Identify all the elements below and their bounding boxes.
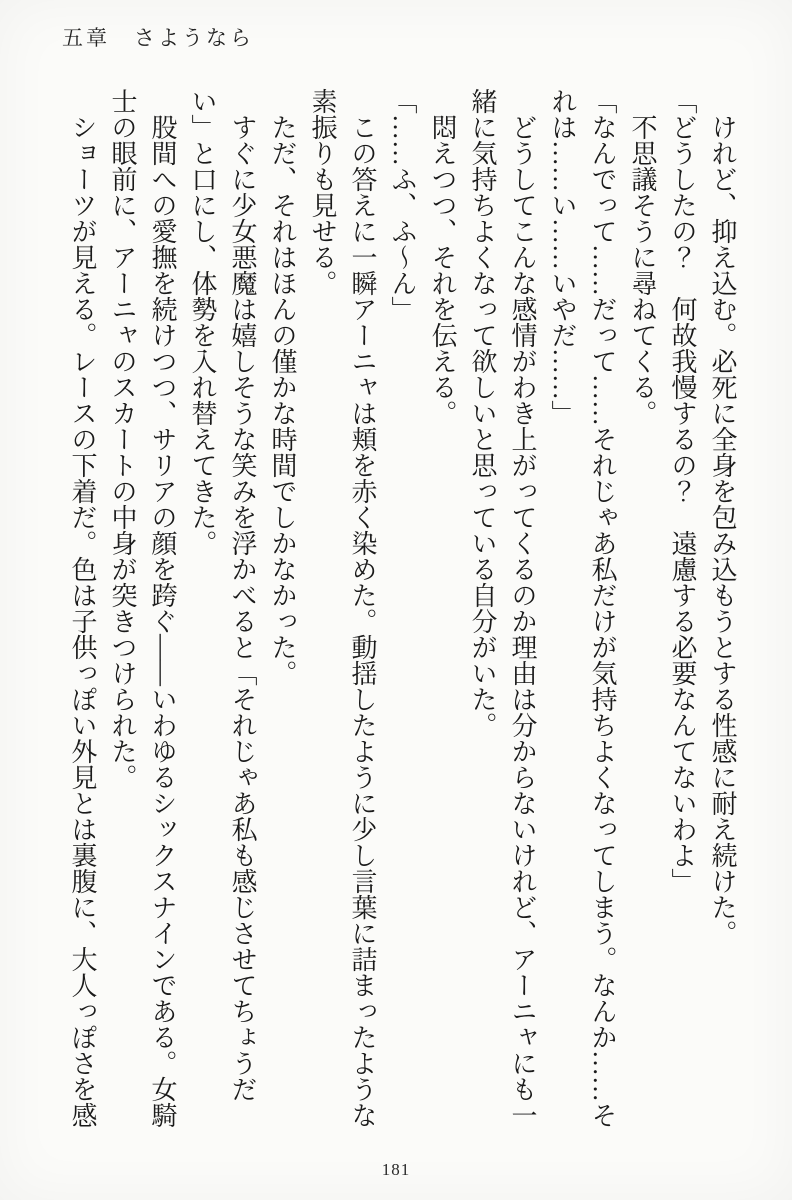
paragraph: 「……ふ、ふ～ん」 bbox=[388, 88, 417, 322]
chapter-header: 五章 さようなら bbox=[62, 26, 254, 50]
paragraph: けれど、抑え込む。必死に全身を包み込もうとする性感に耐え続けた。 bbox=[708, 114, 737, 946]
page-number: 181 bbox=[381, 1160, 411, 1179]
paragraph: ショーツが見える。レースの下着だ。色は子供っぽい外見とは裏腹に、大人っぽさを感 bbox=[68, 114, 97, 1128]
paragraph: 「どうしたの？ 何故我慢するの？ 遠慮する必要なんてないわよ」 bbox=[668, 88, 697, 894]
paragraph: 「なんでって……だって……それじゃあ私だけが気持ちよくなってしまう。なんか……それは……い……いやだ……」 bbox=[548, 88, 617, 1128]
body-text bbox=[62, 88, 742, 1136]
paragraph: ただ、それはほんの僅かな時間でしかなかった。 bbox=[268, 114, 297, 686]
paragraph: この答えに一瞬アーニャは頬を赤く染めた。動揺したように少し言葉に詰まったような素振りも見せる。 bbox=[308, 88, 377, 1128]
paragraph: どうしてこんな感情がわき上がってくるのか理由は分からないけれど、アーニャにも一緒に気持ちよくなって欲しいと思っている自分がいた。 bbox=[468, 88, 537, 1128]
paragraph: 悶えつつ、それを伝える。 bbox=[428, 114, 457, 426]
paragraph: 不思議そうに尋ねてくる。 bbox=[628, 114, 657, 426]
paragraph: 股間への愛撫を続けつつ、サリアの顔を跨ぐ――いわゆるシックスナインである。女騎士の眼前に、アーニャのスカートの中身が突きつけられた。 bbox=[108, 88, 177, 1128]
paragraph: すぐに少女悪魔は嬉しそうな笑みを浮かべると「それじゃあ私も感じさせてちょうだい」と口にし、体勢を入れ替えてきた。 bbox=[188, 88, 257, 1102]
